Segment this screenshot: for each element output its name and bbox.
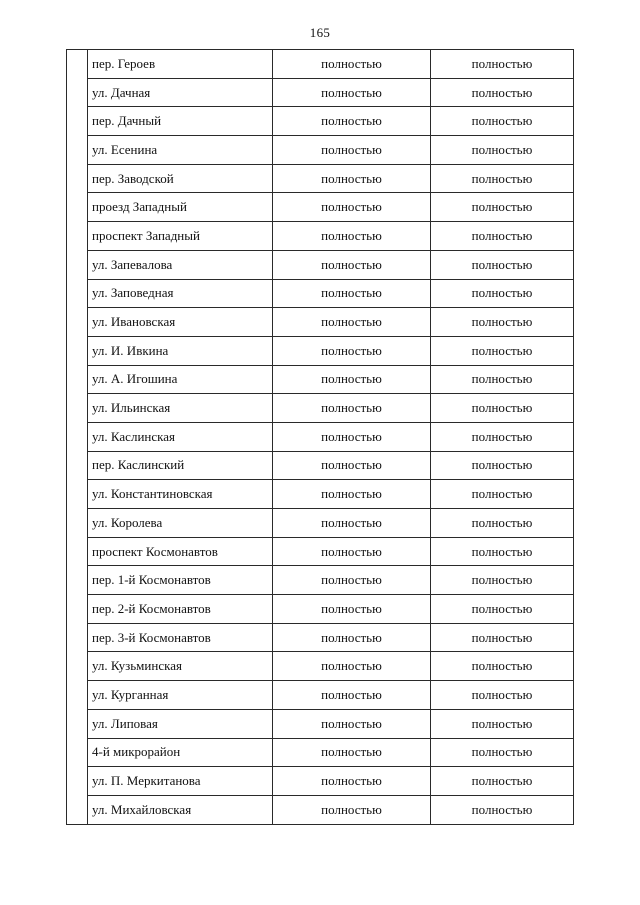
coverage-cell-a: полностью xyxy=(273,480,431,509)
table-row xyxy=(67,136,574,165)
coverage-cell-b: полностью xyxy=(431,795,574,824)
table-row xyxy=(67,107,574,136)
coverage-cell-b: полностью xyxy=(431,681,574,710)
index-cell xyxy=(67,164,88,193)
index-cell xyxy=(67,709,88,738)
street-name-cell: проезд Западный xyxy=(88,193,273,222)
street-name-cell: ул. Курганная xyxy=(88,681,273,710)
table-row xyxy=(67,595,574,624)
street-name-cell: ул. Заповедная xyxy=(88,279,273,308)
index-cell xyxy=(67,451,88,480)
coverage-cell-b: полностью xyxy=(431,537,574,566)
street-name-cell: ул. Есенина xyxy=(88,136,273,165)
coverage-cell-b: полностью xyxy=(431,509,574,538)
street-name-cell: пер. 3-й Космонавтов xyxy=(88,623,273,652)
street-table-body xyxy=(67,50,574,825)
index-cell xyxy=(67,595,88,624)
street-name-cell: ул. Михайловская xyxy=(88,795,273,824)
index-cell xyxy=(67,279,88,308)
coverage-cell-b: полностью xyxy=(431,480,574,509)
street-name-cell: пер. Дачный xyxy=(88,107,273,136)
coverage-cell-b: полностью xyxy=(431,136,574,165)
table-row xyxy=(67,537,574,566)
coverage-cell-b: полностью xyxy=(431,394,574,423)
index-cell xyxy=(67,623,88,652)
street-name-cell: ул. А. Игошина xyxy=(88,365,273,394)
coverage-cell-a: полностью xyxy=(273,136,431,165)
index-cell xyxy=(67,566,88,595)
coverage-cell-b: полностью xyxy=(431,738,574,767)
street-name-cell: ул. Каслинская xyxy=(88,422,273,451)
index-cell xyxy=(67,365,88,394)
coverage-cell-a: полностью xyxy=(273,164,431,193)
coverage-cell-a: полностью xyxy=(273,566,431,595)
street-table xyxy=(66,49,574,825)
coverage-cell-a: полностью xyxy=(273,222,431,251)
table-row xyxy=(67,451,574,480)
coverage-cell-b: полностью xyxy=(431,250,574,279)
index-cell xyxy=(67,222,88,251)
table-row xyxy=(67,480,574,509)
street-name-cell: ул. Ильинская xyxy=(88,394,273,423)
coverage-cell-a: полностью xyxy=(273,681,431,710)
street-name-cell: пер. Каслинский xyxy=(88,451,273,480)
coverage-cell-a: полностью xyxy=(273,451,431,480)
table-row xyxy=(67,365,574,394)
table-row xyxy=(67,681,574,710)
coverage-cell-a: полностью xyxy=(273,652,431,681)
coverage-cell-b: полностью xyxy=(431,308,574,337)
index-cell xyxy=(67,50,88,79)
coverage-cell-b: полностью xyxy=(431,623,574,652)
index-cell xyxy=(67,652,88,681)
coverage-cell-a: полностью xyxy=(273,336,431,365)
index-cell xyxy=(67,537,88,566)
street-name-cell: пер. Заводской xyxy=(88,164,273,193)
coverage-cell-a: полностью xyxy=(273,422,431,451)
table-row xyxy=(67,738,574,767)
coverage-cell-b: полностью xyxy=(431,222,574,251)
coverage-cell-a: полностью xyxy=(273,795,431,824)
coverage-cell-b: полностью xyxy=(431,164,574,193)
index-cell xyxy=(67,107,88,136)
street-name-cell: ул. Запевалова xyxy=(88,250,273,279)
street-name-cell: проспект Западный xyxy=(88,222,273,251)
coverage-cell-b: полностью xyxy=(431,336,574,365)
index-cell xyxy=(67,795,88,824)
table-row xyxy=(67,652,574,681)
coverage-cell-a: полностью xyxy=(273,394,431,423)
coverage-cell-b: полностью xyxy=(431,107,574,136)
table-row xyxy=(67,250,574,279)
page-number: 165 xyxy=(309,25,331,40)
index-cell xyxy=(67,480,88,509)
street-name-cell: ул. Дачная xyxy=(88,78,273,107)
coverage-cell-a: полностью xyxy=(273,709,431,738)
coverage-cell-b: полностью xyxy=(431,365,574,394)
coverage-cell-a: полностью xyxy=(273,279,431,308)
coverage-cell-a: полностью xyxy=(273,107,431,136)
coverage-cell-b: полностью xyxy=(431,50,574,79)
street-name-cell: ул. Королева xyxy=(88,509,273,538)
table-row xyxy=(67,78,574,107)
table-row xyxy=(67,164,574,193)
table-row xyxy=(67,193,574,222)
index-cell xyxy=(67,78,88,107)
coverage-cell-b: полностью xyxy=(431,78,574,107)
table-row xyxy=(67,422,574,451)
table-row xyxy=(67,279,574,308)
street-name-cell: ул. И. Ивкина xyxy=(88,336,273,365)
coverage-cell-b: полностью xyxy=(431,595,574,624)
coverage-cell-b: полностью xyxy=(431,709,574,738)
coverage-cell-a: полностью xyxy=(273,623,431,652)
index-cell xyxy=(67,738,88,767)
index-cell xyxy=(67,136,88,165)
coverage-cell-a: полностью xyxy=(273,78,431,107)
index-cell xyxy=(67,308,88,337)
table-row xyxy=(67,709,574,738)
coverage-cell-a: полностью xyxy=(273,738,431,767)
coverage-cell-a: полностью xyxy=(273,50,431,79)
coverage-cell-b: полностью xyxy=(431,652,574,681)
coverage-cell-a: полностью xyxy=(273,308,431,337)
street-name-cell: пер. 1-й Космонавтов xyxy=(88,566,273,595)
street-name-cell: ул. Ивановская xyxy=(88,308,273,337)
table-row xyxy=(67,222,574,251)
street-name-cell: пер. Героев xyxy=(88,50,273,79)
table-row xyxy=(67,767,574,796)
index-cell xyxy=(67,509,88,538)
street-name-cell: проспект Космонавтов xyxy=(88,537,273,566)
street-name-cell: ул. Кузьминская xyxy=(88,652,273,681)
coverage-cell-a: полностью xyxy=(273,537,431,566)
table-row xyxy=(67,795,574,824)
index-cell xyxy=(67,767,88,796)
coverage-cell-a: полностью xyxy=(273,365,431,394)
table-row xyxy=(67,509,574,538)
street-name-cell: ул. П. Меркитанова xyxy=(88,767,273,796)
table-row xyxy=(67,566,574,595)
table-row xyxy=(67,50,574,79)
coverage-cell-b: полностью xyxy=(431,451,574,480)
index-cell xyxy=(67,394,88,423)
index-cell xyxy=(67,336,88,365)
coverage-cell-b: полностью xyxy=(431,566,574,595)
street-name-cell: ул. Константиновская xyxy=(88,480,273,509)
coverage-cell-a: полностью xyxy=(273,767,431,796)
table-row xyxy=(67,394,574,423)
street-name-cell: 4-й микрорайон xyxy=(88,738,273,767)
coverage-cell-b: полностью xyxy=(431,193,574,222)
index-cell xyxy=(67,250,88,279)
coverage-cell-b: полностью xyxy=(431,422,574,451)
coverage-cell-a: полностью xyxy=(273,595,431,624)
index-cell xyxy=(67,681,88,710)
coverage-cell-a: полностью xyxy=(273,250,431,279)
index-cell xyxy=(67,193,88,222)
coverage-cell-a: полностью xyxy=(273,193,431,222)
table-row xyxy=(67,623,574,652)
table-row xyxy=(67,336,574,365)
street-name-cell: пер. 2-й Космонавтов xyxy=(88,595,273,624)
coverage-cell-a: полностью xyxy=(273,509,431,538)
coverage-cell-b: полностью xyxy=(431,279,574,308)
street-name-cell: ул. Липовая xyxy=(88,709,273,738)
table-row xyxy=(67,308,574,337)
coverage-cell-b: полностью xyxy=(431,767,574,796)
index-cell xyxy=(67,422,88,451)
